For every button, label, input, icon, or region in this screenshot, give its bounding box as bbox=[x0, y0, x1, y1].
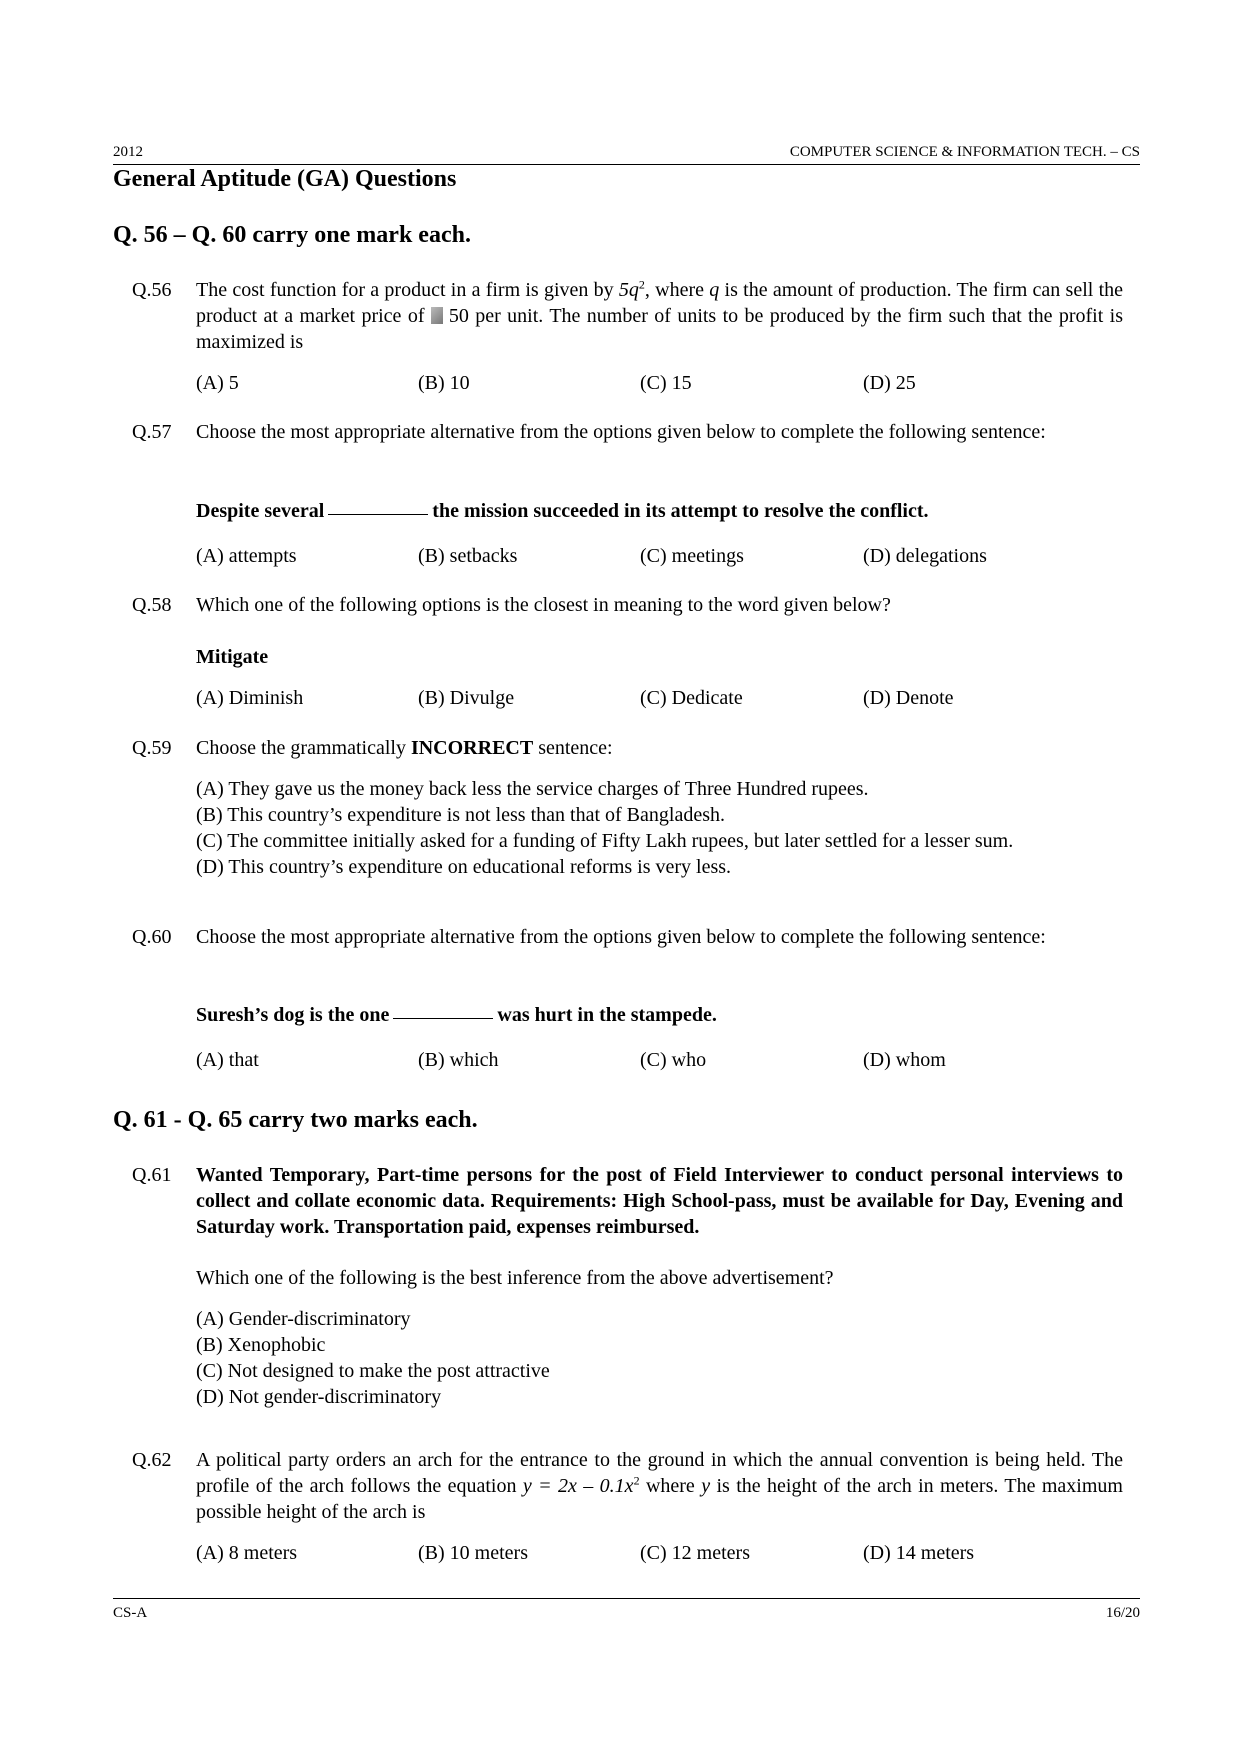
options-57 bbox=[196, 545, 1096, 571]
options-60 bbox=[196, 1049, 1096, 1075]
question-number: Q.62 bbox=[132, 1449, 172, 1471]
option-d[interactable]: (D) 25 bbox=[863, 372, 916, 394]
option-d[interactable]: (D) Denote bbox=[863, 687, 954, 709]
option-d[interactable]: (D) Not gender-discriminatory bbox=[196, 1386, 442, 1408]
question-number: Q.58 bbox=[132, 594, 172, 616]
question-text: Choose the most appropriate alternative from the options given below to complete the following sentence: bbox=[196, 926, 1046, 948]
question-61 bbox=[113, 1162, 1123, 1240]
option-a[interactable]: (A) that bbox=[196, 1049, 259, 1071]
advertisement-text: Wanted Temporary, Part-time persons for the post of Field Interviewer to conduct personal interviews to collect and collate economic data. Requirements: High School-pass, must be available for Day, Evening and Saturday work. Transportation paid, expenses reimbursed. bbox=[196, 1164, 1123, 1238]
options-62 bbox=[196, 1542, 1096, 1568]
question-text: The cost function for a product in a firm is given by $5q^2$, where q is the amount of production. The firm can sell the product at a market price of 50 per unit. The number of units to be produced by the firm such that the profit is maximized is bbox=[196, 277, 1124, 353]
section-title-ga: General Aptitude (GA) Questions bbox=[113, 166, 457, 192]
question-60 bbox=[113, 924, 1123, 950]
option-d[interactable]: (D) whom bbox=[863, 1049, 946, 1071]
page-header bbox=[113, 142, 1140, 165]
blank-line bbox=[393, 1018, 493, 1019]
question-number: Q.61 bbox=[132, 1164, 172, 1186]
question-number: Q.57 bbox=[132, 421, 172, 443]
option-c[interactable]: (C) Not designed to make the post attractive bbox=[196, 1360, 550, 1382]
blank-line bbox=[328, 514, 428, 515]
option-c[interactable]: (C) 12 meters bbox=[640, 1542, 750, 1564]
question-57 bbox=[113, 419, 1123, 445]
option-c[interactable]: (C) 15 bbox=[640, 372, 692, 394]
header-subject: COMPUTER SCIENCE & INFORMATION TECH. – CS bbox=[789, 144, 1140, 160]
option-b[interactable]: (B) 10 bbox=[418, 372, 470, 394]
option-a[interactable]: (A) 5 bbox=[196, 372, 239, 394]
option-b[interactable]: (B) Xenophobic bbox=[196, 1334, 326, 1356]
header-year: 2012 bbox=[113, 144, 143, 160]
question-61-prompt: Which one of the following is the best inference from the above advertisement? bbox=[196, 1267, 834, 1289]
section-title-two-mark: Q. 61 - Q. 65 carry two marks each. bbox=[113, 1107, 478, 1133]
option-b[interactable]: (B) 10 meters bbox=[418, 1542, 528, 1564]
question-text: A political party orders an arch for the entrance to the ground in which the annual convention is being held. The profile of the arch follows the equation $y = 2x - 0.1x^2$ where y is the height of the arch in meters. The maximum possible height of the arch is bbox=[196, 1449, 1123, 1523]
options-58 bbox=[196, 687, 1096, 713]
options-59 bbox=[196, 776, 1123, 880]
question-58 bbox=[113, 592, 1123, 618]
options-56 bbox=[196, 372, 1096, 398]
section-title-one-mark: Q. 56 – Q. 60 carry one mark each. bbox=[113, 222, 471, 248]
fill-sentence: Suresh’s dog is the one was hurt in the stampede. bbox=[196, 1004, 717, 1026]
question-text: Which one of the following options is the closest in meaning to the word given below? bbox=[196, 594, 891, 616]
option-c[interactable]: (C) Dedicate bbox=[640, 687, 743, 709]
option-a[interactable]: (A) 8 meters bbox=[196, 1542, 298, 1564]
question-number: Q.60 bbox=[132, 926, 172, 948]
page-footer bbox=[113, 1598, 1140, 1621]
option-b[interactable]: (B) This country’s expenditure is not less than that of Bangladesh. bbox=[196, 804, 725, 826]
option-a[interactable]: (A) Gender-discriminatory bbox=[196, 1308, 411, 1330]
option-d[interactable]: (D) This country’s expenditure on educational reforms is very less. bbox=[196, 856, 732, 878]
option-a[interactable]: (A) attempts bbox=[196, 545, 297, 567]
page-number: 16/20 bbox=[1105, 1605, 1140, 1621]
paper-code: CS-A bbox=[113, 1605, 148, 1621]
option-a[interactable]: (A) Diminish bbox=[196, 687, 304, 709]
option-b[interactable]: (B) which bbox=[418, 1049, 499, 1071]
question-59 bbox=[113, 735, 1123, 761]
option-b[interactable]: (B) setbacks bbox=[418, 545, 518, 567]
option-c[interactable]: (C) The committee initially asked for a funding of Fifty Lakh rupees, but later settled for a lesser sum. bbox=[196, 830, 1014, 852]
rupee-icon bbox=[431, 307, 443, 324]
question-62 bbox=[113, 1447, 1123, 1525]
option-d[interactable]: (D) delegations bbox=[863, 545, 987, 567]
exam-page bbox=[113, 0, 1140, 1754]
question-text: Choose the most appropriate alternative from the options given below to complete the following sentence: bbox=[196, 421, 1046, 443]
option-c[interactable]: (C) meetings bbox=[640, 545, 744, 567]
option-b[interactable]: (B) Divulge bbox=[418, 687, 515, 709]
options-61 bbox=[196, 1306, 1123, 1410]
question-text: Choose the grammatically INCORRECT sentence: bbox=[196, 737, 613, 759]
target-word: Mitigate bbox=[196, 646, 269, 668]
option-d[interactable]: (D) 14 meters bbox=[863, 1542, 975, 1564]
option-a[interactable]: (A) They gave us the money back less the service charges of Three Hundred rupees. bbox=[196, 778, 869, 800]
fill-sentence: Despite several the mission succeeded in its attempt to resolve the conflict. bbox=[196, 500, 929, 522]
question-number: Q.59 bbox=[132, 737, 172, 759]
option-c[interactable]: (C) who bbox=[640, 1049, 707, 1071]
question-number: Q.56 bbox=[132, 279, 172, 301]
question-56 bbox=[113, 277, 1123, 355]
